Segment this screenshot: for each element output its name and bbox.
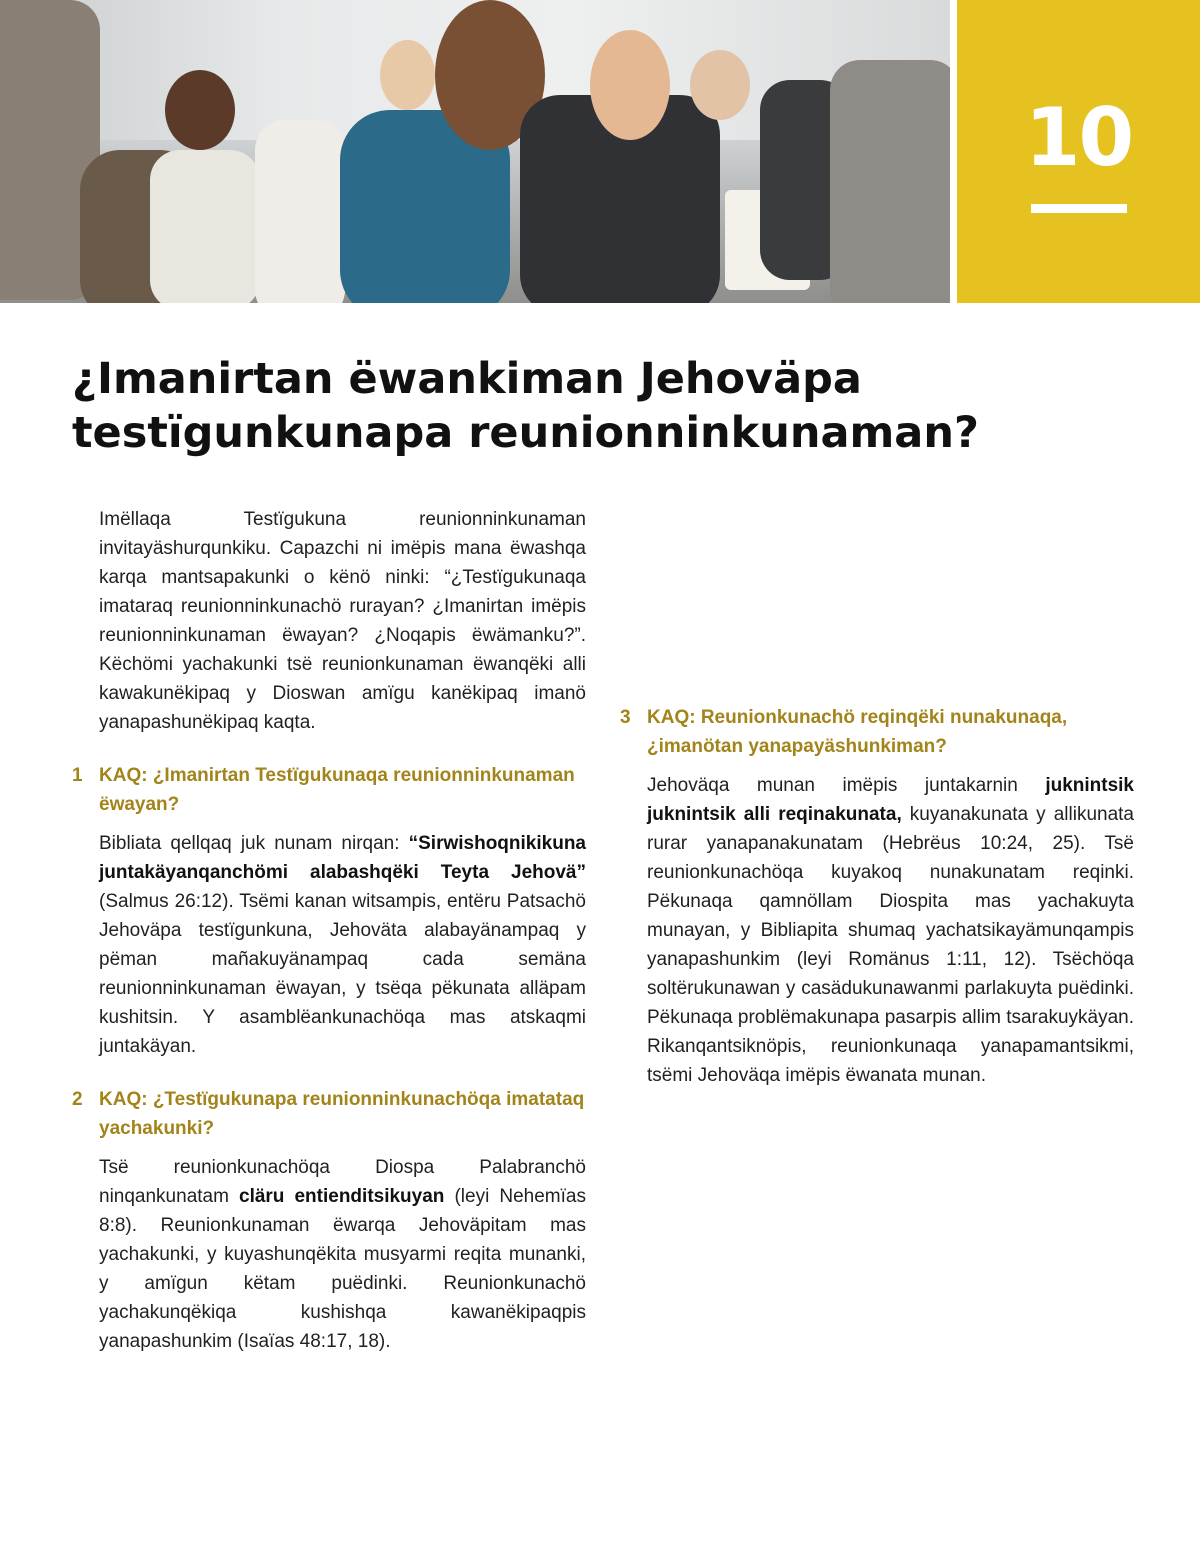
question-heading-3: 3 KAQ: Reunionkunachö reqinqëki nunakunaqa, ¿imanötan yanapayäshunkiman? (620, 707, 1068, 757)
chapter-number: 10 (1024, 91, 1133, 184)
question-heading-1: 1 KAQ: ¿Imanirtan Testïgukunaqa reunionninkunaman ëwayan? (72, 765, 575, 815)
hero-photo (0, 0, 950, 303)
right-column (620, 505, 1134, 1090)
section-3-paragraph: Jehoväqa munan imëpis juntakarnin juknintsik juknintsik alli reqinakunata, kuyanakunata y allikunata rurar yanapanakunatam (Hebrëus 10:24, 25). Tsë reunionkunachöqa kuyakoq nunakunatam reqinki. Pëkunaqa qamnöllam Diospita mas yachakuyta munayan, y Bibliapita shumaq yachatsikayämunqampis yanapashunkim (leyi Romänus 1:11, 12). Tsëchöqa soltërukunawan y casädukunawanmi parlakuyta puëdinki. Pëkunaqa problëmakunapa pasarpis allim tsarakuykäyan. Rikanqantsiknöpis, reunionkunaqa yanapamantsikmi, tsëmi Jehoväqa imëpis ëwanata munan. (647, 775, 1134, 1086)
section-1-paragraph: Bibliata qellqaq juk nunam nirqan: “Sirwishoqnikikuna juntakäyanqanchömi alabashqëki Teyta Jehovä” (Salmus 26:12). Tsëmi kanan witsampis, entëru Patsachö Jehoväpa testïgunkuna, Jehoväta alabayänampaq y pëman mañakuyänampaq cada semäna reunionninkunaman ëwayan, y tsëqa pëkunata alläpam kushitsin. Y asamblëankunachöqa mas atskaqmi juntakäyan. (99, 833, 586, 1057)
left-column (72, 505, 586, 1356)
question-heading-2: 2 KAQ: ¿Testïgukunapa reunionninkunachöqa imatataq yachakunki? (72, 1089, 585, 1139)
chapter-badge (957, 0, 1200, 303)
section-2-paragraph: Tsë reunionkunachöqa Diospa Palabranchö ninqankunatam cläru entienditsikuyan (leyi Nehemïas 8:8). Reunionkunaman ëwarqa Jehoväpitam mas yachakunki, y kuyashunqëkita musyarmi reqita munanki, y amïgun këtam puëdinki. Reunionkunachö yachakunqëkiqa kushishqa kawanëkipaqpis yanapashunkim (Isaïas 48:17, 18). (99, 1157, 586, 1352)
intro-paragraph: Imëllaqa Testïgukuna reunionninkunaman invitayäshurqunkiku. Capazchi ni imëpis mana ëwashqa karqa mantsapakunki o kënö ninki: “¿Testïgukunaqa imataraq reunionninkunachö rurayan? ¿Imanirtan imëpis reunionninkunaman ëwayan? ¿Noqapis ëwämanku?”. Këchömi yachakunki tsë reunionkunaman ëwanqëki alli kawakunëkipaq y Dioswan amïgu kanëkipaq imanö yanapashunëkipaq kaqta. (99, 509, 586, 733)
page-title: ¿Imanirtan ëwankiman Jehoväpa testïgunkunapa reunionninkunaman? (72, 354, 979, 458)
chapter-underline (1031, 204, 1127, 213)
